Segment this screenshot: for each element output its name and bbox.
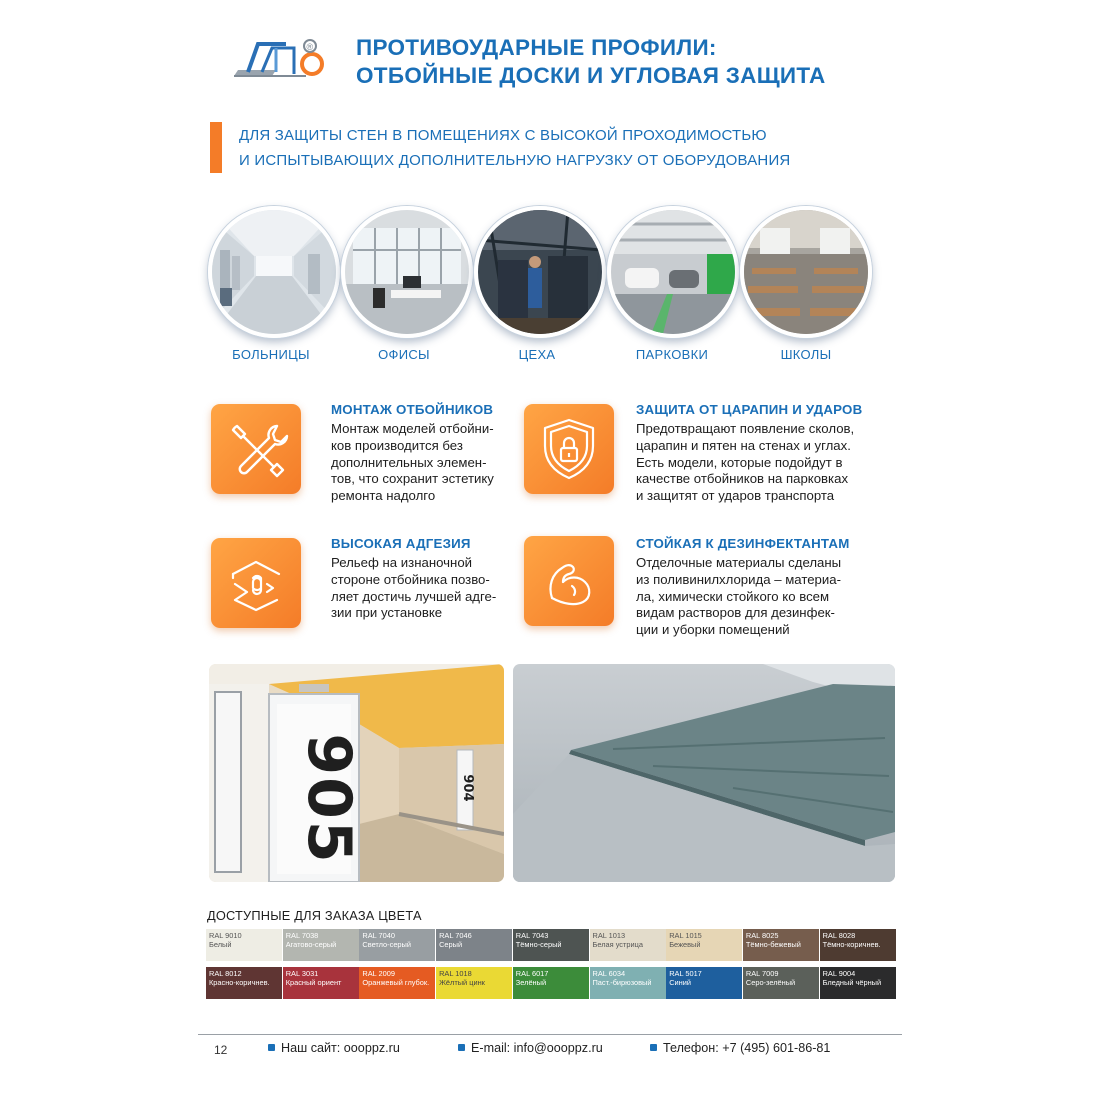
subtitle-line-1: ДЛЯ ЗАЩИТЫ СТЕН В ПОМЕЩЕНИЯХ С ВЫСОКОЙ ПРОХОДИМОСТЬЮ: [239, 127, 767, 144]
swatch-name: Синий: [669, 978, 691, 987]
feature-title-adhesion: ВЫСОКАЯ АДГЕЗИЯ: [331, 536, 471, 551]
place-label-offices: ОФИСЫ: [378, 347, 430, 362]
color-swatch: [820, 929, 896, 961]
feature-line: стороне отбойника позво-: [331, 571, 490, 587]
workshop-photo: [474, 206, 606, 338]
feature-line: из поливинилхлорида – материа-: [636, 571, 841, 587]
swatch-code: RAL 7043: [515, 931, 549, 940]
swatch-name: Красный ориент: [285, 978, 342, 987]
swatch-code: RAL 7046: [439, 931, 472, 940]
color-swatch: [820, 967, 896, 999]
feature-line: ков производится без: [331, 437, 463, 453]
swatch-code: RAL 7009: [745, 969, 779, 978]
feature-line: ции и уборки помещений: [636, 622, 790, 638]
footer-divider: [198, 1034, 902, 1035]
hospital-photo: [208, 206, 340, 338]
color-swatch: [590, 967, 666, 999]
color-swatch: [666, 929, 742, 961]
feature-line: ремонта надолго: [331, 488, 436, 504]
swatch-name: Белая устрица: [592, 940, 643, 949]
swatch-name: Бледный чёрный: [822, 978, 882, 987]
feature-line: Предотвращают появление сколов,: [636, 421, 855, 436]
color-swatch: [513, 929, 589, 961]
swatch-name: Тёмно-коричнев.: [822, 940, 881, 949]
swatch-code: RAL 1015: [669, 931, 702, 940]
feature-text-protection: [636, 421, 854, 505]
place-label-hospitals: БОЛЬНИЦЫ: [232, 347, 310, 362]
color-swatch: [436, 929, 512, 961]
footer-email[interactable]: [458, 1041, 603, 1055]
color-swatch: [743, 929, 819, 961]
title-line-1: ПРОТИВОУДАРНЫЕ ПРОФИЛИ:: [356, 35, 717, 60]
feature-line: и защитят от ударов транспорта: [636, 488, 835, 504]
shield-lock-icon: [524, 404, 614, 494]
feature-line: Рельеф на изнаночной: [331, 555, 473, 570]
profile-photo: [513, 664, 895, 882]
feature-line: качестве отбойников на парковках: [636, 471, 849, 487]
swatch-name: Оранжевый глубок.: [362, 978, 430, 987]
color-swatch: [436, 967, 512, 999]
color-swatch: [666, 967, 742, 999]
swatch-name: Зелёный: [515, 978, 547, 987]
subtitle: [239, 123, 859, 173]
swatch-code: RAL 9004: [822, 969, 856, 978]
feature-text-disinfectant: [636, 555, 841, 639]
feature-line: ляет достичь лучшей адге-: [331, 588, 497, 604]
page-number: 12: [214, 1043, 228, 1057]
color-swatch: [359, 929, 435, 961]
swatch-name: Серо-зелёный: [745, 978, 796, 987]
place-label-schools: ШКОЛЫ: [780, 347, 832, 362]
door-number-905: 905: [294, 733, 364, 865]
color-swatch: [743, 967, 819, 999]
feature-line: царапин и пятен на стенах и углах.: [636, 437, 851, 453]
footer-phone[interactable]: [650, 1041, 830, 1055]
swatch-code: RAL 2009: [362, 969, 395, 978]
color-swatch: [283, 967, 359, 999]
place-label-parkings: ПАРКОВКИ: [635, 347, 709, 362]
swatch-name: Жёлтый цинк: [439, 978, 485, 987]
swatch-code: RAL 9010: [209, 931, 242, 940]
feature-title-protection: ЗАЩИТА ОТ ЦАРАПИН И УДАРОВ: [636, 402, 863, 417]
muscle-arm-icon: [524, 536, 614, 626]
office-photo: [341, 206, 473, 338]
adhesion-icon: [211, 538, 301, 628]
swatch-code: RAL 8028: [822, 931, 856, 940]
swatch-name: Тёмно-бежевый: [745, 940, 801, 949]
swatch-code: RAL 6034: [592, 969, 626, 978]
swatch-name: Белый: [209, 940, 232, 949]
swatch-code: RAL 3031: [285, 969, 319, 978]
footer-site-text[interactable]: Наш сайт: oooppz.ru: [281, 1041, 400, 1055]
footer-phone-text[interactable]: Телефон: +7 (495) 601-86-81: [663, 1041, 831, 1055]
company-logo: [232, 36, 334, 82]
place-label-workshops: ЦЕХА: [518, 347, 556, 362]
colors-heading: ДОСТУПНЫЕ ДЛЯ ЗАКАЗА ЦВЕТА: [207, 908, 422, 923]
subtitle-accent-bar: [210, 122, 222, 173]
svg-text:®: ®: [306, 42, 314, 52]
swatch-code: RAL 7038: [285, 931, 319, 940]
school-photo: [740, 206, 872, 338]
feature-text-adhesion: [331, 555, 496, 622]
feature-title-disinfectant: СТОЙКАЯ К ДЕЗИНФЕКТАНТАМ: [636, 536, 850, 551]
tools-icon: [211, 404, 301, 494]
swatch-name: Паст.-бирюзовый: [592, 978, 652, 987]
color-swatch: [283, 929, 359, 961]
swatch-code: RAL 1018: [439, 969, 472, 978]
swatch-name: Светло-серый: [362, 940, 411, 949]
swatch-code: RAL 1013: [592, 931, 626, 940]
feature-text-mounting: [331, 421, 494, 505]
feature-line: зии при установке: [331, 605, 443, 621]
feature-line: Монтаж моделей отбойни-: [331, 421, 494, 436]
swatch-code: RAL 8012: [209, 969, 242, 978]
color-swatch: [359, 967, 435, 999]
swatch-code: RAL 8025: [745, 931, 779, 940]
swatch-name: Серый: [439, 940, 463, 949]
color-swatch: [513, 967, 589, 999]
swatch-code: RAL 5017: [669, 969, 702, 978]
bullet-icon: [650, 1044, 657, 1051]
color-swatch: [206, 929, 282, 961]
corridor-photo: [209, 664, 504, 882]
feature-line: Отделочные материалы сделаны: [636, 555, 842, 570]
swatch-code: RAL 7040: [362, 931, 395, 940]
swatch-name: Тёмно-серый: [515, 940, 562, 949]
feature-title-mounting: МОНТАЖ ОТБОЙНИКОВ: [331, 402, 494, 417]
page-title: [356, 34, 916, 90]
color-swatch: [590, 929, 666, 961]
swatch-name: Бежевый: [669, 940, 701, 949]
feature-line: дополнительных элемен-: [331, 454, 487, 470]
parking-photo: [607, 206, 739, 338]
swatch-name: Агатово-серый: [285, 940, 337, 949]
feature-line: ла, химически стойкого ко всем: [636, 588, 830, 604]
title-line-2: ОТБОЙНЫЕ ДОСКИ И УГЛОВАЯ ЗАЩИТА: [356, 63, 826, 88]
bullet-icon: [268, 1044, 275, 1051]
subtitle-line-2: И ИСПЫТЫВАЮЩИХ ДОПОЛНИТЕЛЬНУЮ НАГРУЗКУ ОТ ОБОРУДОВАНИЯ: [239, 152, 791, 169]
feature-line: тов, что сохранит эстетику: [331, 471, 494, 487]
feature-line: Есть модели, которые подойдут в: [636, 454, 843, 470]
feature-line: видам растворов для дезинфек-: [636, 605, 835, 621]
door-number-904: 904: [460, 774, 475, 802]
footer-email-text[interactable]: E-mail: info@oooppz.ru: [471, 1041, 603, 1055]
color-swatch: [206, 967, 282, 999]
bullet-icon: [458, 1044, 465, 1051]
footer-site[interactable]: [268, 1041, 400, 1055]
swatch-code: RAL 6017: [515, 969, 549, 978]
swatch-name: Красно-коричнев.: [209, 978, 270, 987]
